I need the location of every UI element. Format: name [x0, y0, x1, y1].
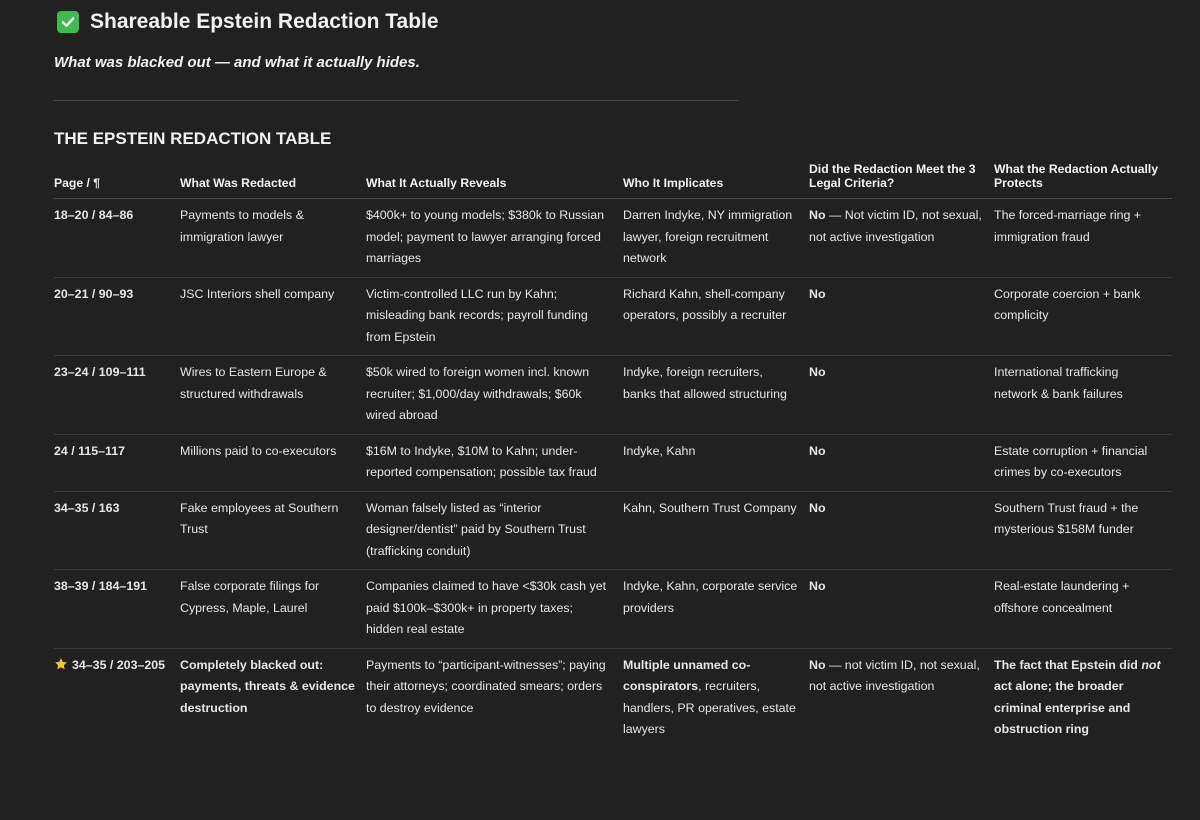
cell-redacted: JSC Interiors shell company: [180, 277, 366, 356]
cell-redacted: Fake employees at Southern Trust: [180, 491, 366, 570]
cell-page: 24 / 115–117: [54, 434, 180, 491]
title-row: [57, 10, 439, 34]
cell-criteria: [809, 199, 994, 278]
cell-protects: Corporate coercion + bank complicity: [994, 277, 1172, 356]
cell-redacted: Payments to models & immigration lawyer: [180, 199, 366, 278]
protects-pre: The fact that Epstein did: [994, 657, 1142, 672]
cell-protects: Estate corruption + financial crimes by co-executors: [994, 434, 1172, 491]
cell-reveals: Woman falsely listed as “interior designer/dentist” paid by Southern Trust (trafficking conduit): [366, 491, 623, 570]
criteria-verdict: No: [809, 500, 826, 515]
implicates-emphasis: Multiple unnamed co-conspirators: [623, 657, 751, 693]
cell-reveals: $50k wired to foreign women incl. known recruiter; $1,000/day withdrawals; $60k wired abroad: [366, 356, 623, 435]
criteria-verdict: No: [809, 443, 826, 458]
cell-criteria: [809, 648, 994, 748]
column-header-protects: What the Redaction Actually Protects: [994, 160, 1172, 199]
section-heading: THE EPSTEIN REDACTION TABLE: [54, 129, 332, 148]
cell-implicates: Darren Indyke, NY immigration lawyer, foreign recruitment network: [623, 199, 809, 278]
cell-protects: Southern Trust fraud + the mysterious $158M funder: [994, 491, 1172, 570]
cell-page: [54, 648, 180, 748]
cell-implicates: [623, 648, 809, 748]
table-row: [54, 199, 1172, 278]
cell-criteria: [809, 570, 994, 649]
table-row: [54, 277, 1172, 356]
table-row: [54, 356, 1172, 435]
redaction-table: [54, 160, 1172, 748]
column-header-criteria: Did the Redaction Meet the 3 Legal Criteria?: [809, 160, 994, 199]
cell-reveals: $16M to Indyke, $10M to Kahn; under-reported compensation; possible tax fraud: [366, 434, 623, 491]
cell-page: 20–21 / 90–93: [54, 277, 180, 356]
protects-emphasis: not: [1141, 657, 1161, 672]
criteria-verdict: No: [809, 286, 826, 301]
cell-protects: Real-estate laundering + offshore concealment: [994, 570, 1172, 649]
criteria-verdict: No: [809, 657, 826, 672]
cell-implicates: Indyke, Kahn, corporate service providers: [623, 570, 809, 649]
cell-reveals: Payments to “participant-witnesses”; paying their attorneys; coordinated smears; orders to destroy evidence: [366, 657, 606, 715]
cell-reveals: $400k+ to young models; $380k to Russian model; payment to lawyer arranging forced marriages: [366, 199, 623, 278]
cell-protects: International trafficking network & bank failures: [994, 356, 1172, 435]
cell-reveals: Victim-controlled LLC run by Kahn; misleading bank records; payroll funding from Epstein: [366, 277, 623, 356]
column-header-page: Page / ¶: [54, 160, 180, 199]
column-header-redacted: What Was Redacted: [180, 160, 366, 199]
table-row-highlighted: [54, 648, 1172, 748]
check-mark-icon: [57, 11, 79, 33]
cell-protects: The forced-marriage ring + immigration fraud: [994, 199, 1172, 278]
cell-redacted: Millions paid to co-executors: [180, 434, 366, 491]
cell-page: 23–24 / 109–111: [54, 356, 180, 435]
cell-criteria: [809, 434, 994, 491]
implicates-rest: , recruiters, handlers, PR operatives, estate lawyers: [623, 679, 796, 736]
page-title: Shareable Epstein Redaction Table: [90, 10, 439, 33]
cell-implicates: Kahn, Southern Trust Company: [623, 491, 809, 570]
cell-redacted: Wires to Eastern Europe & structured withdrawals: [180, 356, 366, 435]
cell-redacted: False corporate filings for Cypress, Maple, Laurel: [180, 570, 366, 649]
protects-post: act alone; the broader criminal enterprise and obstruction ring: [994, 679, 1131, 736]
page-subtitle: What was blacked out — and what it actually hides.: [54, 54, 420, 71]
cell-implicates: Indyke, Kahn: [623, 434, 809, 491]
table-row: [54, 570, 1172, 649]
table-header-row: [54, 160, 1172, 199]
cell-criteria: [809, 356, 994, 435]
cell-protects: [994, 648, 1172, 748]
criteria-verdict: No: [809, 365, 826, 379]
cell-page: 38–39 / 184–191: [54, 570, 180, 649]
cell-criteria: [809, 277, 994, 356]
cell-redacted: Completely blacked out: payments, threats & evidence destruction: [180, 657, 355, 715]
divider: [54, 100, 738, 101]
page-ref: 34–35 / 203–205: [72, 657, 166, 672]
column-header-reveals: What It Actually Reveals: [366, 160, 623, 199]
cell-criteria: [809, 491, 994, 570]
criteria-verdict: No: [809, 579, 826, 593]
cell-implicates: Richard Kahn, shell-company operators, possibly a recruiter: [623, 277, 809, 356]
cell-reveals: Companies claimed to have <$30k cash yet paid $100k–$300k+ in property taxes; hidden real estate: [366, 570, 623, 649]
criteria-verdict: No: [809, 208, 826, 222]
criteria-note: — not victim ID, not sexual, not active investigation: [809, 657, 980, 693]
cell-page: 34–35 / 163: [54, 491, 180, 570]
criteria-note: — Not victim ID, not sexual, not active investigation: [809, 208, 982, 244]
column-header-implicates: Who It Implicates: [623, 160, 809, 199]
table-row: [54, 491, 1172, 570]
star-icon: [54, 657, 68, 671]
cell-implicates: Indyke, foreign recruiters, banks that allowed structuring: [623, 356, 809, 435]
cell-page: 18–20 / 84–86: [54, 199, 180, 278]
table-row: [54, 434, 1172, 491]
